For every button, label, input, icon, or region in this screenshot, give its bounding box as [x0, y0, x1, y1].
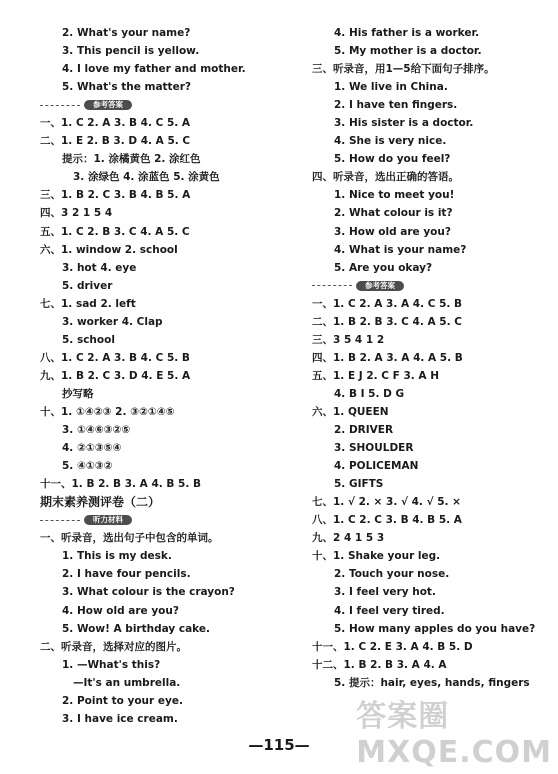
text-line: 七、1. √ 2. × 3. √ 4. √ 5. ×: [312, 496, 461, 509]
text-line: 3. worker 4. Clap: [62, 315, 163, 328]
text-line: 九、2 4 1 5 3: [312, 532, 385, 545]
text-line: 六、1. window 2. school: [40, 243, 178, 256]
text-line: 5. How do you feel?: [334, 153, 451, 166]
text-line: 3. hot 4. eye: [62, 261, 137, 274]
text-line: 3. What colour is the crayon?: [62, 586, 235, 599]
text-line: 5. ④①③②: [62, 460, 113, 473]
section-badge-row: [312, 277, 552, 295]
text-line: 1. Nice to meet you!: [334, 189, 455, 202]
watermark-top-text: 答案圈: [356, 699, 450, 734]
dashed-rule: [312, 285, 352, 286]
text-line: 3. His sister is a doctor.: [334, 117, 474, 130]
text-line: 二、1. E 2. B 3. D 4. A 5. C: [40, 135, 191, 148]
watermark-bottom-text: MXQE.COM: [356, 735, 552, 770]
text-line: 九、1. B 2. C 3. D 4. E 5. A: [40, 369, 191, 382]
text-line: 2. What's your name?: [62, 27, 191, 39]
text-line: 4. ②①③⑤④: [62, 442, 122, 455]
text-line: 5. How many apples do you have?: [334, 622, 536, 635]
text-line: 2. I have ten fingers.: [334, 99, 458, 112]
text-line: 四、听录音，选出正确的答语。: [312, 171, 459, 184]
text-line: 2. DRIVER: [334, 424, 394, 437]
text-line: —It's an umbrella.: [73, 676, 181, 689]
text-line: 七、1. sad 2. left: [40, 297, 136, 310]
text-line: 5. 提示：hair, eyes, hands, fingers: [334, 676, 530, 689]
text-line: 5. What's the matter?: [62, 81, 191, 94]
text-line: 十一、1. B 2. B 3. A 4. B 5. B: [40, 478, 202, 491]
text-line: 十一、1. C 2. E 3. A 4. B 5. D: [312, 640, 473, 653]
section-badge-row: [40, 511, 295, 529]
text-line: 一、1. C 2. A 3. B 4. C 5. A: [40, 117, 191, 130]
text-line: 十、1. Shake your leg.: [312, 550, 441, 563]
text-line: 二、1. B 2. B 3. C 4. A 5. C: [312, 315, 462, 328]
text-line: 六、1. QUEEN: [312, 405, 389, 418]
text-line: 3. I feel very hot.: [334, 586, 436, 599]
text-line: 一、1. C 2. A 3. A 4. C 5. B: [312, 297, 463, 310]
text-line: 3. This pencil is yellow.: [62, 45, 200, 58]
section-badge: 参考答案: [356, 281, 404, 291]
text-line: 1. We live in China.: [334, 81, 448, 94]
text-line: 五、1. C 2. B 3. C 4. A 5. C: [40, 225, 190, 238]
text-line: 十、1. ①④②③ 2. ③②①④⑤: [40, 405, 175, 418]
text-line: 三、听录音，用1—5给下面句子排序。: [312, 63, 495, 76]
text-line: 2. Point to your eye.: [62, 694, 183, 707]
page-number: —115—: [248, 736, 310, 754]
text-line: 5. driver: [62, 279, 113, 292]
text-line: 一、听录音，选出句子中包含的单词。: [40, 532, 219, 545]
watermark: [356, 691, 552, 770]
dashed-rule: [40, 105, 80, 106]
text-line: 3. ①④⑥③②⑤: [62, 424, 131, 437]
text-line: 二、听录音，选择对应的图片。: [40, 640, 187, 653]
text-line: 5. GIFTS: [334, 478, 384, 491]
text-line: 3. How old are you?: [334, 225, 451, 238]
text-line: 3. 涂绿色 4. 涂蓝色 5. 涂黄色: [73, 171, 220, 184]
text-line: 抄写略: [62, 387, 94, 400]
text-line: 4. I feel very tired.: [334, 604, 445, 617]
text-line: 5. Are you okay?: [334, 261, 433, 274]
text-line: 4. She is very nice.: [334, 135, 447, 148]
right-column: [312, 24, 552, 692]
text-line: 三、1. B 2. C 3. B 4. B 5. A: [40, 189, 191, 202]
text-line: 5. My mother is a doctor.: [334, 45, 482, 58]
section-badge: 参考答案: [84, 100, 132, 110]
text-line: 提示：1. 涂橘黄色 2. 涂红色: [62, 153, 201, 166]
text-line: 五、1. E J 2. C F 3. A H: [312, 369, 439, 382]
section-badge-row: [40, 96, 295, 114]
text-line: 十二、1. B 2. B 3. A 4. A: [312, 658, 447, 671]
text-line: 1. This is my desk.: [62, 550, 172, 563]
text-line: 四、3 2 1 5 4: [40, 207, 113, 220]
text-line: 3. I have ice cream.: [62, 712, 178, 725]
text-line: 4. How old are you?: [62, 604, 179, 617]
left-column: [40, 24, 295, 728]
text-line: 1. —What's this?: [62, 658, 161, 671]
text-line: 3. SHOULDER: [334, 442, 414, 455]
text-line: 4. B I 5. D G: [334, 387, 405, 400]
text-line: 八、1. C 2. C 3. B 4. B 5. A: [312, 514, 462, 527]
section-title: 期末素养测评卷（二）: [40, 495, 161, 510]
section-badge: 听力材料: [84, 515, 132, 525]
text-line: 5. Wow! A birthday cake.: [62, 622, 210, 635]
text-line: 三、3 5 4 1 2: [312, 333, 385, 346]
dashed-rule: [40, 520, 80, 521]
text-line: 5. school: [62, 333, 115, 346]
text-line: 2. What colour is it?: [334, 207, 453, 220]
text-line: 4. His father is a worker.: [334, 27, 480, 39]
text-line: 4. POLICEMAN: [334, 460, 419, 473]
text-line: 2. I have four pencils.: [62, 568, 191, 581]
text-line: 4. What is your name?: [334, 243, 467, 256]
text-line: 四、1. B 2. A 3. A 4. A 5. B: [312, 351, 463, 364]
text-line: 4. I love my father and mother.: [62, 63, 246, 76]
text-line: 八、1. C 2. A 3. B 4. C 5. B: [40, 351, 190, 364]
text-line: 2. Touch your nose.: [334, 568, 450, 581]
